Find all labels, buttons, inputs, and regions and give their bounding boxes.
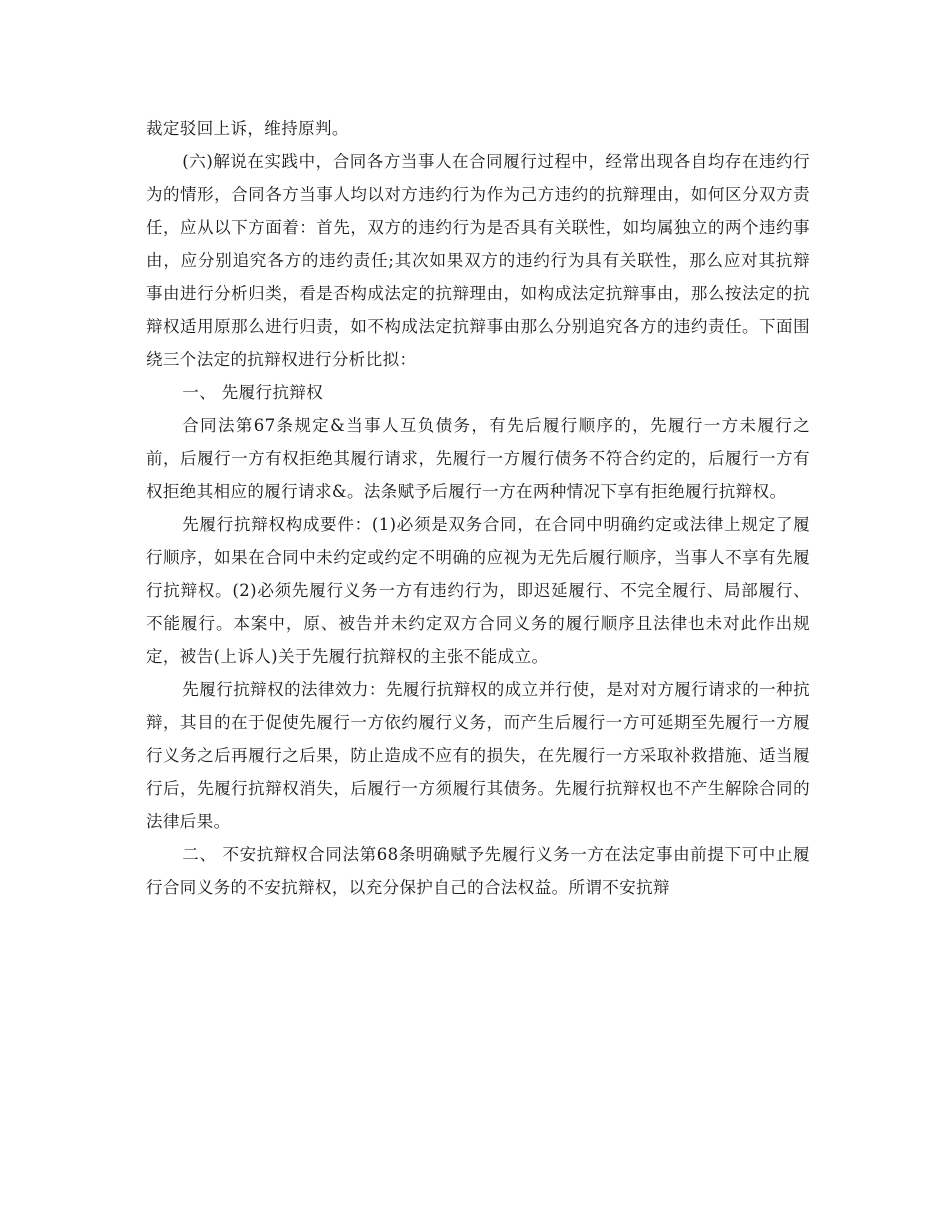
paragraph-elements: 先履行抗辩权构成要件：(1)必须是双务合同，在合同中明确约定或法律上规定了履行顺序，如果在合同中未约定或约定不明确的应视为无先后履行顺序，当事人不享有先履行抗辩权。(2)必须先履行义务一方有违约行为，即迟延履行、不完全履行、局部履行、不能履行。本案中，原、被告并未约定双方合同义务的履行顺序且法律也未对此作出规定，被告(上诉人)关于先履行抗辩权的主张不能成立。 <box>146 515 810 666</box>
paragraph-legal-effect: 先履行抗辩权的法律效力：先履行抗辩权的成立并行使，是对对方履行请求的一种抗辩，其目的在于促使先履行一方依约履行义务，而产生后履行一方可延期至先履行一方履行义务之后再履行之后果，防止造成不应有的损失，在先履行一方采取补救措施、适当履行后，先履行抗辩权消失，后履行一方须履行其债务。先履行抗辩权也不产生解除合同的法律后果。 <box>146 680 810 831</box>
paragraph-article-67: 合同法第67条规定&当事人互负债务，有先后履行顺序的，先履行一方未履行之前，后履行一方有权拒绝其履行请求，先履行一方履行债务不符合约定的，后履行一方有权拒绝其相应的履行请求&。法条赋予后履行一方在两种情况下享有拒绝履行抗辩权。 <box>146 416 810 501</box>
section-heading-first-performance: 一、 先履行抗辩权 <box>182 383 324 402</box>
paragraph-unsafe-defense: 二、 不安抗辩权合同法第68条明确赋予先履行义务一方在法定事由前提下可中止履行合同义务的不安抗辩权，以充分保护自己的合法权益。所谓不安抗辩 <box>146 845 810 897</box>
paragraph-ruling: 裁定驳回上诉，维持原判。 <box>146 119 349 138</box>
document-page <box>146 112 810 904</box>
paragraph-commentary: (六)解说在实践中，合同各方当事人在合同履行过程中，经常出现各自均存在违约行为的情形，合同各方当事人均以对方违约行为作为己方违约的抗辩理由，如何区分双方责任，应从以下方面着：首先，双方的违约行为是否具有关联性，如均属独立的两个违约事由，应分别追究各方的违约责任;其次如果双方的违约行为具有关联性，那么应对其抗辩事由进行分析归类，看是否构成法定的抗辩理由，如构成法定抗辩事由，那么按法定的抗辩权适用原那么进行归责，如不构成法定抗辩事由那么分别追究各方的违约责任。下面围绕三个法定的抗辩权进行分析比拟： <box>146 152 810 369</box>
